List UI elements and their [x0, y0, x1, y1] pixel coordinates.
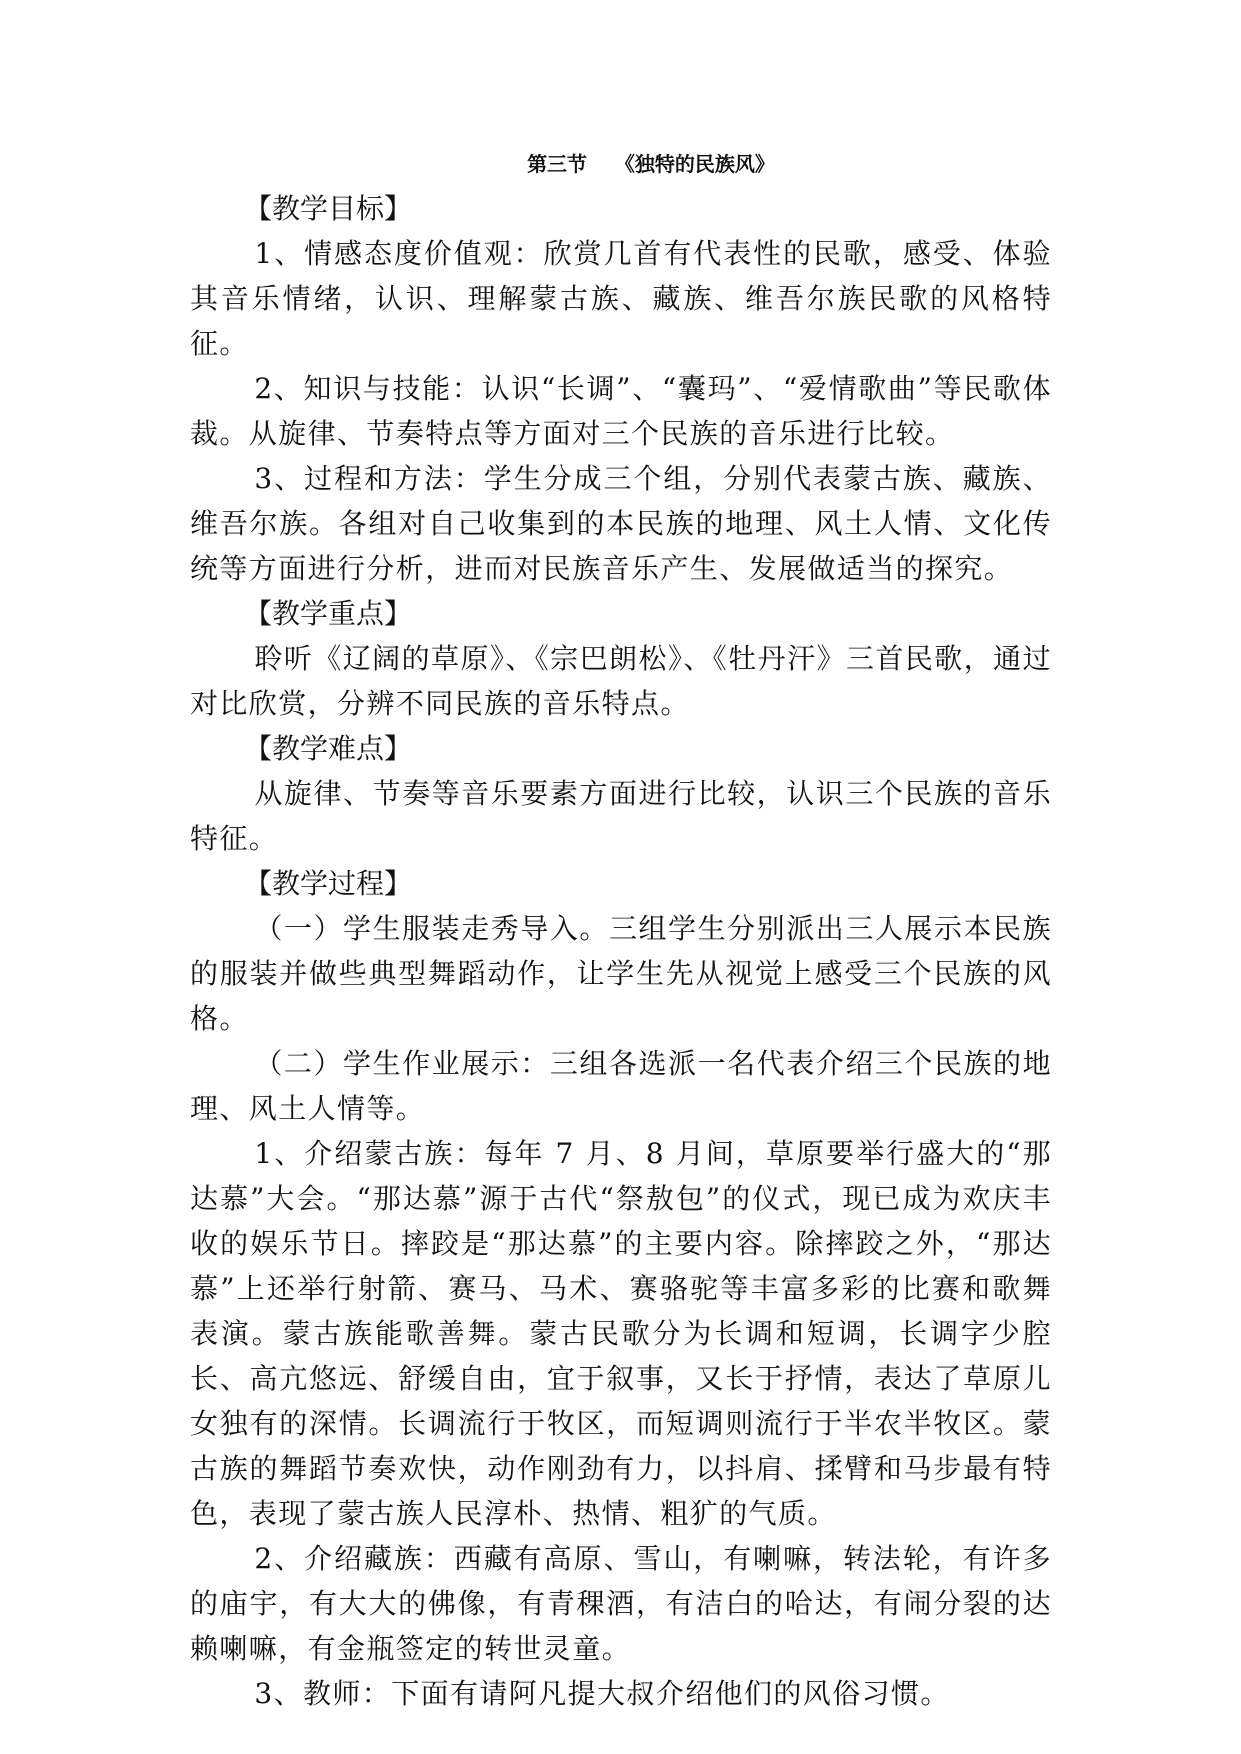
goals-heading: 【教学目标】 [244, 192, 413, 225]
key-points-paragraph: 聆听《辽阔的草原》、《宗巴朗松》、《牡丹汗》三首民歌，通过对比欣赏，分辨不同民族的音乐特点。 [190, 642, 1052, 720]
tibet-intro-paragraph: 2、介绍藏族：西藏有高原、雪山，有喇嘛，转法轮，有许多的庙宇，有大大的佛像，有青稞酒，有洁白的哈达，有闹分裂的达赖喇嘛，有金瓶签定的转世灵童。 [190, 1542, 1052, 1665]
document-body [190, 146, 1052, 1716]
difficulties-paragraph: 从旋律、节奏等音乐要素方面进行比较，认识三个民族的音乐特征。 [190, 777, 1052, 855]
goal-3-paragraph: 3、过程和方法：学生分成三个组，分别代表蒙古族、藏族、维吾尔族。各组对自己收集到的本民族的地理、风土人情、文化传统等方面进行分析，进而对民族音乐产生、发展做适当的探究。 [190, 462, 1052, 585]
difficulties-heading: 【教学难点】 [244, 732, 413, 765]
process-heading: 【教学过程】 [244, 867, 413, 900]
teacher-line-paragraph: 3、教师：下面有请阿凡提大叔介绍他们的风俗习惯。 [254, 1677, 950, 1710]
page-title: 第三节 《独特的民族风》 [527, 152, 775, 176]
process-step-2-paragraph: （二）学生作业展示：三组各选派一名代表介绍三个民族的地理、风土人情等。 [190, 1047, 1052, 1125]
mongol-intro-paragraph: 1、介绍蒙古族：每年 7 月、8 月间，草原要举行盛大的“那达慕”大会。“那达慕”源于古代“祭敖包”的仪式，现已成为欢庆丰收的娱乐节日。摔跤是“那达慕”的主要内容。除摔跤之外，“那达慕”上还举行射箭、赛马、马术、赛骆驼等丰富多彩的比赛和歌舞表演。蒙古族能歌善舞。蒙古民歌分为长调和短调，长调字少腔长、高亢悠远、舒缓自由，宜于叙事，又长于抒情，表达了草原儿女独有的深情。长调流行于牧区，而短调则流行于半农半牧区。蒙古族的舞蹈节奏欢快，动作刚劲有力，以抖肩、揉臂和马步最有特色，表现了蒙古族人民淳朴、热情、粗犷的气质。 [190, 1137, 1052, 1530]
key-points-heading: 【教学重点】 [244, 597, 413, 630]
goal-2-paragraph: 2、知识与技能：认识“长调”、“囊玛”、“爱情歌曲”等民歌体裁。从旋律、节奏特点等方面对三个民族的音乐进行比较。 [190, 372, 1052, 450]
goal-1-paragraph: 1、情感态度价值观：欣赏几首有代表性的民歌，感受、体验其音乐情绪，认识、理解蒙古族、藏族、维吾尔族民歌的风格特征。 [190, 237, 1052, 360]
process-step-1-paragraph: （一）学生服装走秀导入。三组学生分别派出三人展示本民族的服装并做些典型舞蹈动作，让学生先从视觉上感受三个民族的风格。 [190, 912, 1052, 1035]
